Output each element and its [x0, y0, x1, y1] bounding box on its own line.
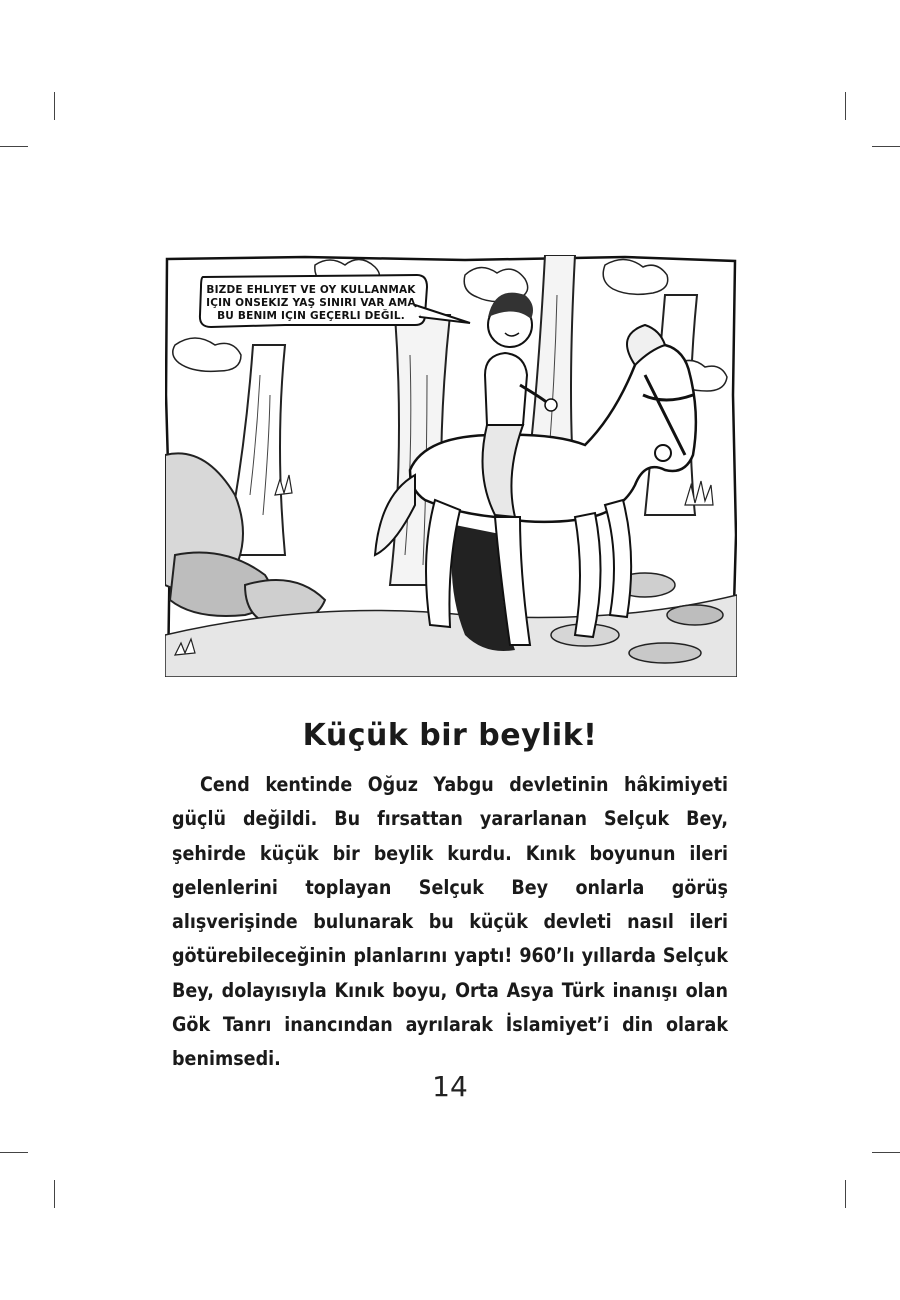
crop-mark [872, 1152, 900, 1153]
section-paragraph: Cend kentinde Oğuz Yabgu devletinin hâkimiyeti güçlü değildi. Bu fırsattan yararlanan Selçuk Bey, şehirde küçük bir beylik kurdu. Kınık boyunun ileri gelenlerini toplayan Selçuk Bey onlarla görüş alışverişinde bulunarak bu küçük devleti nasıl ileri götürebileceğinin planlarını yaptı! 960’lı yıllarda Selçuk Bey, dolayısıyla Kınık boyu, Orta Asya Türk inanışı olan Gök Tanrı inancından ayrılarak İslamiyet’i din olarak benimsedi. [172, 773, 728, 1071]
crop-mark [0, 146, 28, 147]
speech-bubble-text: BIZDE EHLIYET VE OY KULLANMAK IÇIN ONSEKIZ YAŞ SINIRI VAR AMA BU BENIM IÇIN GEÇERLI DEĞIL. [206, 284, 416, 322]
crop-mark [845, 1180, 846, 1208]
crop-mark [872, 146, 900, 147]
crop-mark [845, 92, 846, 120]
crop-mark [54, 1180, 55, 1208]
section-title: Küçük bir beylik! [302, 718, 598, 753]
crop-mark [54, 92, 55, 120]
page-number: 14 [432, 1070, 468, 1103]
crop-mark [0, 1152, 28, 1153]
